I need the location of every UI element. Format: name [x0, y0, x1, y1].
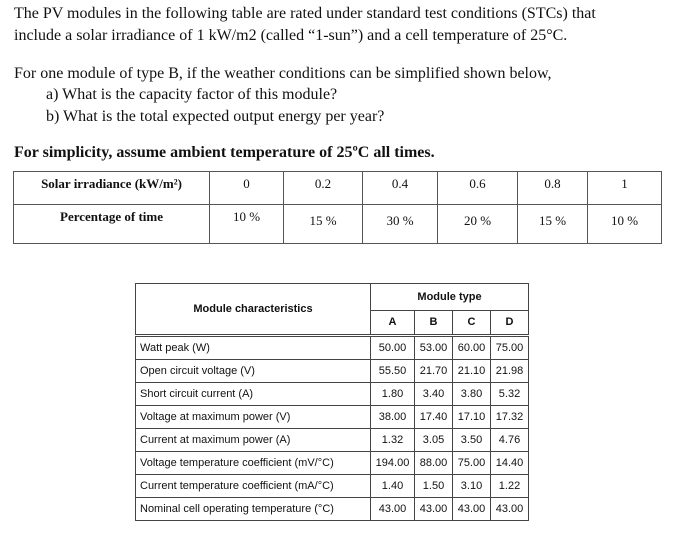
cell-value: 50.00 — [371, 336, 415, 360]
cell-value: 1.22 — [491, 475, 529, 498]
row-label: Open circuit voltage (V) — [136, 360, 371, 383]
irradiance-value: 0.8 — [518, 172, 588, 205]
table-row — [136, 498, 529, 521]
cell-value: 194.00 — [371, 452, 415, 475]
percentage-value: 10 % — [210, 205, 284, 244]
row-label: Short circuit current (A) — [136, 383, 371, 406]
cell-value: 3.40 — [415, 383, 453, 406]
cell-value: 21.98 — [491, 360, 529, 383]
cell-value: 21.70 — [415, 360, 453, 383]
percentage-value: 30 % — [363, 205, 438, 244]
cell-value: 88.00 — [415, 452, 453, 475]
cell-value: 3.80 — [453, 383, 491, 406]
irradiance-value: 0 — [210, 172, 284, 205]
cell-value: 55.50 — [371, 360, 415, 383]
table-row — [136, 429, 529, 452]
table-row — [136, 336, 529, 360]
module-header-row — [136, 284, 529, 311]
cell-value: 17.40 — [415, 406, 453, 429]
percentage-row — [14, 205, 662, 244]
cell-value: 1.32 — [371, 429, 415, 452]
intro-line-2: include a solar irradiance of 1 kW/m2 (called “1-sun”) and a cell temperature of 25°C. — [14, 27, 568, 44]
table-row — [136, 452, 529, 475]
irradiance-header: Solar irradiance (kW/m²) — [14, 172, 210, 205]
cell-value: 43.00 — [453, 498, 491, 521]
cell-value: 17.10 — [453, 406, 491, 429]
cell-value: 5.32 — [491, 383, 529, 406]
irradiance-table — [13, 171, 662, 244]
table-row — [136, 406, 529, 429]
module-type-b: B — [415, 310, 453, 335]
irradiance-row — [14, 172, 662, 205]
cell-value: 1.40 — [371, 475, 415, 498]
row-label: Current temperature coefficient (mA/°C) — [136, 475, 371, 498]
module-type-c: C — [453, 310, 491, 335]
question-a: a) What is the capacity factor of this module? — [46, 86, 338, 103]
cell-value: 60.00 — [453, 336, 491, 360]
cell-value: 75.00 — [453, 452, 491, 475]
cell-value: 43.00 — [415, 498, 453, 521]
row-label: Voltage at maximum power (V) — [136, 406, 371, 429]
module-characteristics-header: Module characteristics — [136, 284, 371, 336]
percentage-header: Percentage of time — [14, 205, 210, 244]
table-row — [136, 360, 529, 383]
table-row — [136, 475, 529, 498]
percentage-value: 10 % — [588, 205, 662, 244]
percentage-value: 15 % — [284, 205, 363, 244]
irradiance-value: 0.6 — [438, 172, 518, 205]
percentage-value: 15 % — [518, 205, 588, 244]
assumption-text: For simplicity, assume ambient temperature of 25ºC all times. — [14, 144, 435, 161]
cell-value: 21.10 — [453, 360, 491, 383]
irradiance-value: 1 — [588, 172, 662, 205]
intro-line-1: The PV modules in the following table are rated under standard test conditions (STCs) that — [14, 5, 596, 22]
row-label: Nominal cell operating temperature (°C) — [136, 498, 371, 521]
irradiance-value: 0.2 — [284, 172, 363, 205]
cell-value: 4.76 — [491, 429, 529, 452]
cell-value: 53.00 — [415, 336, 453, 360]
question-lead: For one module of type B, if the weather conditions can be simplified shown below, — [14, 65, 552, 82]
module-type-header: Module type — [371, 284, 529, 311]
cell-value: 38.00 — [371, 406, 415, 429]
module-type-d: D — [491, 310, 529, 335]
cell-value: 3.50 — [453, 429, 491, 452]
cell-value: 1.80 — [371, 383, 415, 406]
cell-value: 17.32 — [491, 406, 529, 429]
cell-value: 75.00 — [491, 336, 529, 360]
percentage-value: 20 % — [438, 205, 518, 244]
row-label: Voltage temperature coefficient (mV/°C) — [136, 452, 371, 475]
cell-value: 3.05 — [415, 429, 453, 452]
cell-value: 43.00 — [491, 498, 529, 521]
question-b: b) What is the total expected output energy per year? — [46, 108, 385, 125]
cell-value: 1.50 — [415, 475, 453, 498]
table-row — [136, 383, 529, 406]
module-characteristics-table — [135, 283, 529, 521]
cell-value: 14.40 — [491, 452, 529, 475]
row-label: Current at maximum power (A) — [136, 429, 371, 452]
cell-value: 3.10 — [453, 475, 491, 498]
row-label: Watt peak (W) — [136, 336, 371, 360]
cell-value: 43.00 — [371, 498, 415, 521]
module-type-a: A — [371, 310, 415, 335]
irradiance-value: 0.4 — [363, 172, 438, 205]
